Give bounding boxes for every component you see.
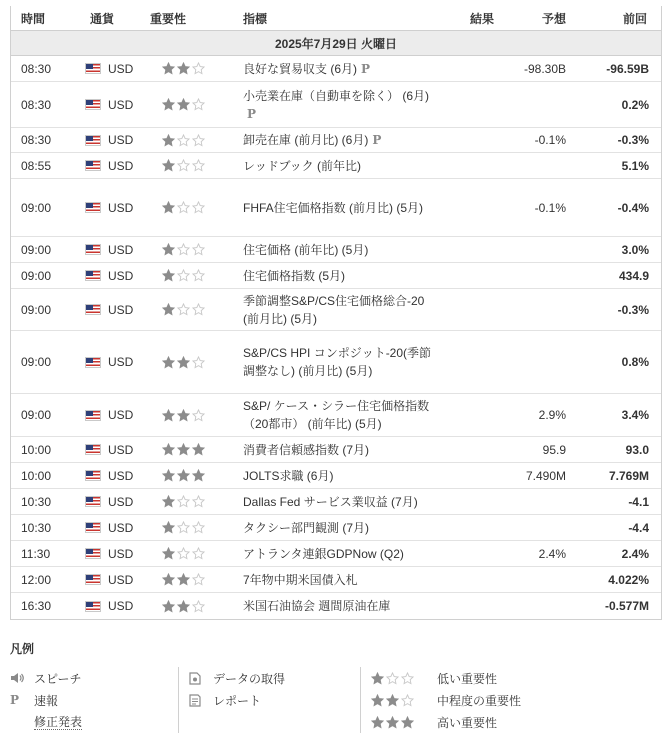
row-currency [78, 573, 143, 587]
star-empty-icon [192, 201, 207, 214]
row-forecast: -0.1% [534, 200, 566, 215]
star-filled-icon [177, 409, 192, 422]
legend-revised[interactable] [10, 711, 178, 733]
star-filled-icon [177, 443, 192, 456]
table-row[interactable] [11, 463, 661, 489]
row-currency [78, 408, 143, 422]
row-event[interactable] [233, 131, 438, 149]
us-flag-icon [85, 548, 101, 559]
row-currency [78, 243, 143, 257]
row-event-link[interactable]: S&P/CS HPI コンポジット-20(季節調整なし) (前月比) (5月) [243, 346, 432, 378]
star-filled-icon [162, 201, 177, 214]
row-importance-stars [143, 303, 233, 316]
star-empty-icon [401, 694, 416, 707]
row-previous: 0.2% [621, 97, 649, 112]
star-empty-icon [192, 243, 207, 256]
table-row[interactable] [11, 541, 661, 567]
row-currency-code: USD [108, 468, 134, 483]
us-flag-icon [85, 270, 101, 281]
row-currency [78, 599, 143, 613]
table-row[interactable] [11, 263, 661, 289]
star-empty-icon [192, 356, 207, 369]
row-currency [78, 495, 143, 509]
star-filled-icon [162, 303, 177, 316]
row-currency [78, 469, 143, 483]
row-event[interactable] [233, 267, 438, 285]
row-previous: 3.4% [621, 408, 649, 422]
legend-low [371, 667, 640, 689]
calendar-header [11, 6, 661, 30]
star-filled-icon [162, 495, 177, 508]
row-importance-stars [143, 409, 233, 422]
us-flag-icon [85, 357, 101, 368]
star-filled-icon [162, 521, 177, 534]
star-empty-icon [177, 134, 192, 147]
star-filled-icon [371, 716, 386, 729]
table-row[interactable] [11, 82, 661, 128]
row-previous: -4.4 [628, 520, 649, 535]
row-forecast: 2.4% [538, 546, 566, 561]
legend-prelim [10, 689, 178, 711]
star-empty-icon [192, 600, 207, 613]
star-empty-icon [177, 159, 192, 172]
row-event[interactable] [233, 87, 438, 123]
table-row[interactable] [11, 153, 661, 179]
legend-prelim-label: 速報 [34, 693, 59, 708]
row-time: 09:00 [21, 355, 52, 369]
star-filled-icon [192, 469, 207, 482]
star-empty-icon [192, 98, 207, 111]
row-event[interactable] [233, 493, 438, 511]
star-empty-icon [386, 672, 401, 685]
star-empty-icon [177, 269, 192, 282]
us-flag-icon [85, 601, 101, 612]
star-empty-icon [192, 547, 207, 560]
row-time: 10:00 [21, 468, 52, 483]
row-event-link[interactable]: 7年物中期米国債入札 [243, 572, 358, 587]
row-previous: -0.577M [604, 599, 649, 613]
star-filled-icon [162, 409, 177, 422]
legend-report [189, 689, 360, 711]
row-importance-stars [143, 134, 233, 147]
row-previous: 5.1% [621, 158, 649, 173]
legend-speech-label: スピーチ [34, 671, 82, 686]
row-event-link[interactable]: 消費者信頼感指数 (7月) [243, 442, 370, 457]
table-row[interactable] [11, 128, 661, 153]
star-filled-icon [162, 547, 177, 560]
star-empty-icon [192, 269, 207, 282]
us-flag-icon [85, 244, 101, 255]
star-filled-icon [162, 269, 177, 282]
legend-revised-link[interactable]: 修正発表 [34, 714, 83, 729]
legend-data-fetch [189, 667, 360, 689]
star-empty-icon [192, 573, 207, 586]
row-importance-stars [143, 600, 233, 613]
row-importance-stars [143, 356, 233, 369]
star-empty-icon [192, 159, 207, 172]
table-row[interactable] [11, 237, 661, 263]
us-flag-icon [85, 99, 101, 110]
row-event-link[interactable]: JOLTS求職 (6月) [243, 468, 334, 483]
row-event-link[interactable]: S&P/ ケース・シラー住宅価格指数（20都市） (前年比) (5月) [243, 399, 430, 431]
row-currency-code: USD [108, 61, 134, 76]
row-forecast: 2.9% [538, 408, 566, 422]
row-importance-stars [143, 62, 233, 75]
us-flag-icon [85, 574, 101, 585]
row-importance-stars [143, 201, 233, 214]
star-filled-icon [162, 134, 177, 147]
prelim-p-icon: P [10, 693, 20, 707]
row-event[interactable] [233, 467, 438, 485]
row-event[interactable] [233, 157, 438, 175]
row-importance-stars [143, 243, 233, 256]
header-event: 指標 [243, 12, 268, 26]
row-forecast: 95.9 [542, 442, 566, 457]
row-time: 08:30 [21, 97, 52, 112]
header-time: 時間 [21, 12, 46, 26]
us-flag-icon [85, 304, 101, 315]
star-empty-icon [177, 303, 192, 316]
us-flag-icon [85, 470, 101, 481]
row-currency-code: USD [108, 494, 134, 509]
legend-high [371, 711, 640, 733]
row-event-link[interactable]: 米国石油協会 週間原油在庫 [243, 599, 391, 613]
star-filled-icon [192, 443, 207, 456]
prelim-p-icon: P [361, 61, 371, 76]
us-flag-icon [85, 63, 101, 74]
star-empty-icon [177, 201, 192, 214]
row-currency-code: USD [108, 200, 134, 215]
legend-medium [371, 689, 640, 711]
table-row[interactable] [11, 515, 661, 541]
row-currency-code: USD [108, 242, 134, 257]
star-filled-icon [177, 573, 192, 586]
row-previous: 4.022% [608, 572, 649, 587]
row-currency-code: USD [108, 133, 134, 147]
row-currency-code: USD [108, 520, 134, 535]
date-row: 2025年7月29日 火曜日 [11, 30, 661, 56]
legend [10, 640, 662, 733]
row-currency [78, 159, 143, 173]
star-filled-icon [371, 694, 386, 707]
row-event[interactable] [233, 571, 438, 589]
table-row[interactable] [11, 331, 661, 394]
header-previous: 前回 [622, 12, 647, 26]
row-event[interactable] [233, 397, 438, 433]
row-time: 09:00 [21, 242, 52, 257]
star-filled-icon [162, 62, 177, 75]
table-row[interactable] [11, 567, 661, 593]
row-currency-code: USD [108, 546, 134, 561]
row-event[interactable] [233, 241, 438, 259]
row-event-link[interactable]: 良好な貿易収支 (6月) [243, 61, 358, 76]
star-filled-icon [177, 356, 192, 369]
star-filled-icon [162, 159, 177, 172]
us-flag-icon [85, 444, 101, 455]
row-time: 12:00 [21, 572, 52, 587]
row-importance-stars [143, 547, 233, 560]
row-currency [78, 201, 143, 215]
row-time: 08:55 [21, 158, 52, 173]
row-time: 09:00 [21, 408, 52, 422]
legend-column-types [10, 667, 178, 733]
row-currency-code: USD [108, 268, 134, 283]
table-row[interactable] [11, 289, 661, 331]
row-currency-code: USD [108, 572, 134, 587]
row-previous: 93.0 [625, 442, 649, 457]
us-flag-icon [85, 135, 101, 146]
row-currency [78, 443, 143, 457]
row-forecast: -0.1% [534, 133, 566, 147]
star-filled-icon [177, 98, 192, 111]
star-filled-icon [162, 243, 177, 256]
row-previous: 3.0% [621, 242, 649, 257]
row-event-link[interactable]: 卸売在庫 (前月比) (6月) [243, 133, 369, 147]
legend-column-importance [360, 667, 640, 733]
legend-title: 凡例 [10, 642, 35, 656]
row-importance-stars [143, 573, 233, 586]
row-event-link[interactable]: 季節調整S&P/CS住宅価格総合‐20 (前月比) (5月) [243, 293, 425, 326]
row-currency-code: USD [108, 408, 134, 422]
row-previous: -0.4% [617, 200, 649, 215]
row-time: 09:00 [21, 200, 52, 215]
row-currency-code: USD [108, 355, 134, 369]
low-importance-stars-icon [371, 672, 437, 685]
us-flag-icon [85, 522, 101, 533]
us-flag-icon [85, 410, 101, 421]
us-flag-icon [85, 202, 101, 213]
row-event[interactable] [233, 199, 438, 217]
star-filled-icon [401, 716, 416, 729]
row-event[interactable] [233, 441, 438, 459]
row-currency [78, 269, 143, 283]
legend-column-sources [178, 667, 360, 733]
star-empty-icon [177, 495, 192, 508]
row-time: 09:00 [21, 302, 52, 317]
row-forecast: 7.490M [525, 468, 566, 483]
table-row[interactable] [11, 489, 661, 515]
star-filled-icon [162, 573, 177, 586]
us-flag-icon [85, 496, 101, 507]
star-filled-icon [162, 469, 177, 482]
star-filled-icon [177, 469, 192, 482]
row-event-link[interactable]: タクシー部門観測 (7月) [243, 520, 370, 535]
star-empty-icon [192, 495, 207, 508]
star-empty-icon [192, 134, 207, 147]
header-actual: 結果 [469, 12, 494, 26]
row-previous: -4.1 [628, 494, 649, 509]
table-row[interactable] [11, 437, 661, 463]
row-time: 16:30 [21, 599, 52, 613]
row-previous: -0.3% [617, 133, 649, 147]
row-importance-stars [143, 469, 233, 482]
row-previous: -96.59B [606, 61, 649, 76]
table-row[interactable] [11, 394, 661, 437]
row-importance-stars [143, 521, 233, 534]
legend-data-fetch-label: データの取得 [213, 671, 286, 686]
row-event-link[interactable]: 住宅価格 (前年比) (5月) [243, 242, 369, 257]
legend-medium-label: 中程度の重要性 [437, 693, 522, 708]
row-currency-code: USD [108, 442, 134, 457]
row-time: 10:30 [21, 520, 52, 535]
legend-low-label: 低い重要性 [437, 671, 498, 686]
row-event[interactable] [233, 597, 438, 615]
row-event-link[interactable]: Dallas Fed サービス業収益 (7月) [243, 494, 418, 509]
row-previous: 2.4% [621, 546, 649, 561]
row-currency [78, 98, 143, 112]
row-importance-stars [143, 98, 233, 111]
medium-importance-stars-icon [371, 694, 437, 707]
star-empty-icon [177, 547, 192, 560]
star-empty-icon [401, 672, 416, 685]
event-rows [11, 56, 661, 619]
legend-high-label: 高い重要性 [437, 715, 498, 730]
row-time: 08:30 [21, 133, 52, 147]
row-currency-code: USD [108, 599, 134, 613]
row-event-link[interactable]: FHFA住宅価格指数 (前月比) (5月) [243, 200, 423, 215]
economic-calendar [10, 6, 662, 620]
header-currency: 通貨 [90, 12, 115, 26]
row-currency-code: USD [108, 97, 134, 112]
data-fetch-icon [189, 672, 213, 685]
row-importance-stars [143, 159, 233, 172]
star-empty-icon [192, 521, 207, 534]
star-filled-icon [162, 356, 177, 369]
table-row[interactable] [11, 179, 661, 237]
row-time: 10:30 [21, 494, 52, 509]
header-importance: 重要性 [150, 12, 187, 26]
row-event-link[interactable]: アトランタ連銀GDPNow (Q2) [243, 546, 404, 561]
row-event[interactable] [233, 344, 438, 380]
star-filled-icon [386, 694, 401, 707]
row-event-link[interactable]: 住宅価格指数 (5月) [243, 268, 346, 283]
star-empty-icon [177, 243, 192, 256]
legend-report-label: レポート [213, 693, 262, 708]
row-event[interactable] [233, 292, 438, 328]
star-empty-icon [177, 521, 192, 534]
row-event-link[interactable]: レッドブック (前年比) [243, 158, 362, 173]
row-importance-stars [143, 269, 233, 282]
row-time: 10:00 [21, 442, 52, 457]
legend-speech [10, 667, 178, 689]
row-currency [78, 133, 143, 147]
table-row[interactable] [11, 56, 661, 82]
row-currency [78, 355, 143, 369]
row-forecast: -98.30B [523, 61, 566, 76]
star-empty-icon [192, 303, 207, 316]
star-filled-icon [177, 600, 192, 613]
row-currency [78, 521, 143, 535]
row-currency [78, 547, 143, 561]
row-currency-code: USD [108, 158, 134, 173]
row-time: 09:00 [21, 268, 52, 283]
row-event[interactable] [233, 60, 438, 78]
star-empty-icon [192, 409, 207, 422]
star-empty-icon [192, 62, 207, 75]
star-filled-icon [162, 600, 177, 613]
row-event[interactable] [233, 545, 438, 563]
us-flag-icon [85, 160, 101, 171]
header-forecast: 予想 [541, 12, 566, 26]
table-row[interactable] [11, 593, 661, 619]
prelim-p-icon: P [247, 106, 257, 121]
row-event-link[interactable]: 小売業在庫（自動車を除く） (6月) [243, 88, 430, 103]
row-previous: 7.769M [608, 468, 649, 483]
row-previous: 0.8% [621, 355, 649, 369]
row-currency [78, 62, 143, 76]
prelim-p-icon: P [372, 133, 382, 147]
star-filled-icon [162, 443, 177, 456]
row-previous: -0.3% [617, 302, 649, 317]
report-icon [189, 694, 213, 707]
speaker-icon [10, 672, 34, 684]
star-filled-icon [386, 716, 401, 729]
row-event[interactable] [233, 519, 438, 537]
row-importance-stars [143, 443, 233, 456]
row-currency-code: USD [108, 302, 134, 317]
high-importance-stars-icon [371, 716, 437, 729]
star-filled-icon [177, 62, 192, 75]
star-filled-icon [371, 672, 386, 685]
row-time: 08:30 [21, 61, 52, 76]
row-previous: 434.9 [618, 268, 649, 283]
row-time: 11:30 [21, 546, 51, 561]
star-filled-icon [162, 98, 177, 111]
row-currency [78, 303, 143, 317]
row-importance-stars [143, 495, 233, 508]
